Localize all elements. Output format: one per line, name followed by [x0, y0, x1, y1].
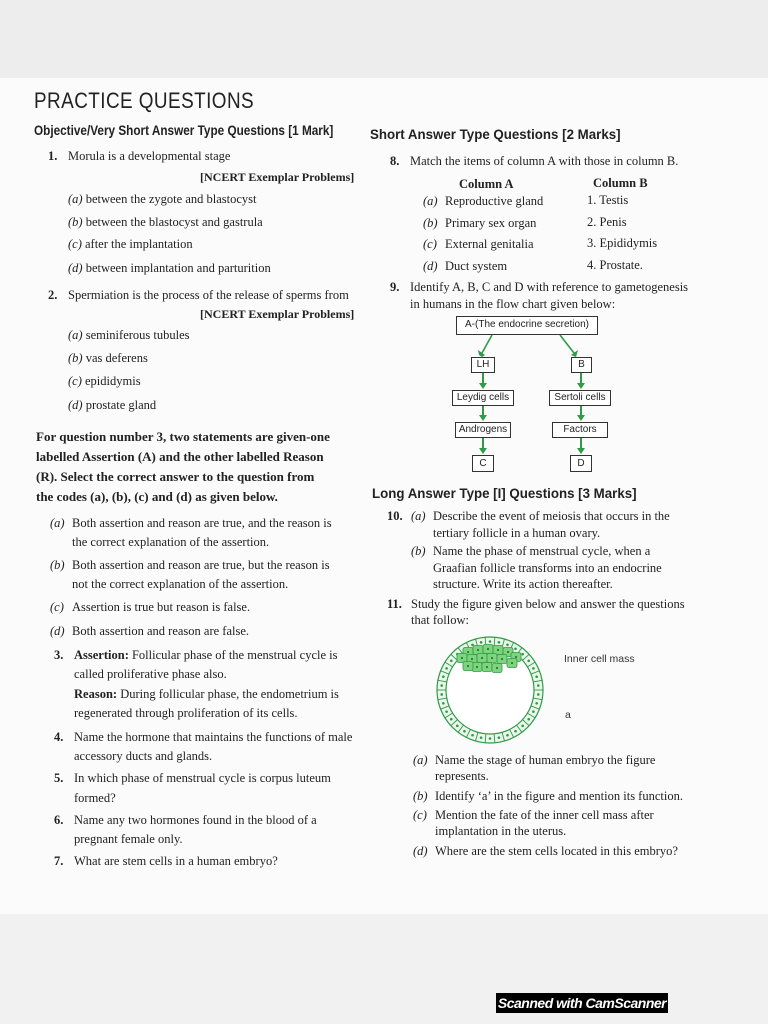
question-text: Study the figure given below and answer the questions	[411, 597, 685, 611]
question-10-b-cont2: structure. Write its action thereafter.	[433, 577, 613, 591]
column-b-header: Column B	[593, 176, 648, 190]
question-text: Morula is a developmental stage	[68, 149, 231, 163]
q2-option-a	[68, 327, 190, 343]
reason-text-cont: regenerated through proliferation of its cells.	[74, 706, 298, 720]
question-5-cont: formed?	[74, 791, 116, 805]
option-text: between the blastocyst and gastrula	[85, 215, 263, 229]
trophoblast-cell-nucleus	[445, 710, 448, 713]
question-number: 7.	[54, 854, 64, 868]
inner-cell-mass-nucleus	[477, 649, 479, 651]
column-b-item: 1. Testis	[587, 193, 629, 207]
instruction-line-1: For question number 3, two statements are given-one	[36, 429, 330, 444]
question-text: Identify A, B, C and D with reference to gametogenesis	[410, 280, 689, 294]
option-label: (c)	[68, 374, 82, 388]
option-text: vas deferens	[85, 351, 148, 365]
trophoblast-cell-nucleus	[537, 684, 540, 687]
row-label: (d)	[423, 259, 438, 273]
figure-label-a: a	[565, 709, 571, 721]
flowchart-node-d: D	[570, 455, 592, 472]
question-text: Name any two hormones found in the blood of a	[74, 813, 317, 827]
column-a-header: Column A	[459, 177, 514, 191]
flowchart-arrowhead	[577, 448, 585, 454]
question-3	[54, 647, 337, 663]
option-text: seminiferous tubules	[85, 328, 190, 342]
flowchart-arrowhead	[479, 383, 487, 389]
question-number: 4.	[54, 730, 64, 744]
trophoblast-cell-nucleus	[506, 734, 509, 737]
figure-label-inner-cell-mass: Inner cell mass	[564, 653, 635, 665]
question-11-c-cont: implantation in the uterus.	[435, 824, 567, 838]
option-text: Describe the event of meiosis that occurs in the	[433, 509, 670, 523]
trophoblast-cell-nucleus	[445, 667, 448, 670]
inner-cell-mass-nucleus	[467, 665, 469, 667]
question-number: 11.	[387, 597, 402, 611]
question-1	[48, 148, 230, 164]
option-text: Both assertion and reason are true, but the reason is	[72, 558, 330, 572]
trophoblast-cell-nucleus	[440, 693, 443, 696]
question-number: 8.	[390, 154, 400, 168]
trophoblast-cell-nucleus	[442, 675, 445, 678]
column-a-item: Duct system	[445, 259, 508, 273]
flowchart-node-sertoli: Sertoli cells	[549, 390, 611, 406]
code-b	[50, 557, 330, 573]
flowchart-arrowhead	[577, 383, 585, 389]
trophoblast-cell-nucleus	[450, 718, 453, 721]
option-label: (b)	[411, 544, 426, 558]
section-long-heading: Long Answer Type [I] Questions [3 Marks]	[372, 485, 637, 501]
column-b-item: 2. Penis	[587, 215, 627, 229]
inner-cell-mass-nucleus	[501, 658, 503, 660]
code-b-cont: not the correct explanation of the assertion.	[72, 577, 289, 591]
trophoblast-cell-nucleus	[514, 647, 517, 650]
trophoblast-cell-nucleus	[527, 718, 530, 721]
trophoblast-cell-nucleus	[463, 730, 466, 733]
question-text: In which phase of menstrual cycle is corpus luteum	[74, 771, 331, 785]
code-a	[50, 515, 332, 531]
inner-cell-mass-nucleus	[476, 666, 478, 668]
question-9	[390, 279, 688, 295]
question-10-b	[411, 543, 650, 559]
question-text: Name the hormone that maintains the functions of male	[74, 730, 353, 744]
option-text: after the implantation	[85, 237, 193, 251]
question-10	[387, 508, 670, 524]
trophoblast-cell-nucleus	[532, 710, 535, 713]
option-label: (a)	[68, 192, 83, 206]
assertion-label: Assertion:	[74, 648, 129, 662]
option-label: (a)	[50, 516, 65, 530]
trophoblast-cell-nucleus	[498, 736, 501, 739]
question-2-source: [NCERT Exemplar Problems]	[200, 307, 355, 321]
trophoblast-cell-nucleus	[450, 659, 453, 662]
question-text: Spermiation is the process of the release of sperms from	[68, 288, 349, 302]
question-10-b-cont: Graafian follicle transforms into an endocrine	[433, 561, 662, 575]
option-label: (d)	[413, 844, 428, 858]
trophoblast-cell-nucleus	[480, 641, 483, 644]
option-text: Identify ‘a’ in the figure and mention its function.	[435, 789, 683, 803]
question-11-a	[413, 752, 655, 768]
flowchart-node-leydig: Leydig cells	[452, 390, 514, 406]
option-label: (d)	[68, 398, 83, 412]
code-d	[50, 623, 249, 639]
inner-cell-mass-nucleus	[515, 656, 517, 658]
blastocyst-figure	[428, 630, 552, 748]
option-label: (a)	[411, 509, 426, 523]
inner-cell-mass-nucleus	[487, 648, 489, 650]
trophoblast-cell-nucleus	[471, 734, 474, 737]
inner-cell-mass-nucleus	[491, 657, 493, 659]
trophoblast-cell-nucleus	[506, 643, 509, 646]
inner-cell-mass-nucleus	[507, 651, 509, 653]
question-number: 6.	[54, 813, 64, 827]
question-text: Match the items of column A with those in column B.	[410, 154, 679, 168]
option-text: Where are the stem cells located in this embryo?	[435, 844, 678, 858]
question-11-c	[413, 807, 654, 823]
inner-cell-mass-nucleus	[496, 667, 498, 669]
trophoblast-cell-nucleus	[532, 667, 535, 670]
q1-option-c	[68, 236, 193, 252]
question-11-cont: that follow:	[411, 613, 469, 627]
trophoblast-cell-nucleus	[521, 725, 524, 728]
option-text: Name the stage of human embryo the figure	[435, 753, 656, 767]
trophoblast-cell-nucleus	[456, 725, 459, 728]
inner-cell-mass-nucleus	[471, 658, 473, 660]
question-7	[54, 853, 278, 869]
column-b-item: 3. Epididymis	[587, 236, 658, 250]
question-number: 9.	[390, 280, 400, 294]
question-6	[54, 812, 317, 828]
trophoblast-cell-nucleus	[480, 736, 483, 739]
section-objective-heading: Objective/Very Short Answer Type Questions [1 Mark]	[34, 122, 334, 138]
flowchart-node-lh: LH	[471, 357, 495, 373]
assertion-text: Follicular phase of the menstrual cycle is	[131, 648, 338, 662]
question-text: What are stem cells in a human embryo?	[74, 854, 278, 868]
question-8	[390, 153, 678, 169]
flowchart-node-factors: Factors	[552, 422, 608, 438]
row-label: (c)	[423, 237, 437, 251]
match-row-d	[423, 258, 507, 274]
q1-option-a	[68, 191, 256, 207]
flowchart-arrowhead	[577, 415, 585, 421]
question-11	[387, 596, 685, 612]
match-row-b	[423, 215, 536, 231]
option-text: Both assertion and reason are false.	[72, 624, 250, 638]
question-4-cont: accessory ducts and glands.	[74, 749, 213, 763]
q2-option-d	[68, 397, 156, 413]
trophoblast-cell-nucleus	[535, 675, 538, 678]
question-9-cont: in humans in the flow chart given below:	[410, 297, 616, 311]
scan-margin-top	[0, 0, 768, 78]
question-11-a-cont: represents.	[435, 769, 489, 783]
question-1-source: [NCERT Exemplar Problems]	[200, 170, 355, 184]
option-label: (c)	[68, 237, 82, 251]
question-6-cont: pregnant female only.	[74, 832, 183, 846]
inner-cell-mass-nucleus	[481, 657, 483, 659]
assertion-text-cont: called proliferative phase also.	[74, 667, 227, 681]
trophoblast-cell-nucleus	[498, 641, 501, 644]
column-b-item: 4. Prostate.	[587, 258, 643, 272]
option-text: Name the phase of menstrual cycle, when a	[433, 544, 651, 558]
page-title: PRACTICE QUESTIONS	[34, 88, 255, 113]
trophoblast-cell-nucleus	[535, 702, 538, 705]
option-text: prostate gland	[85, 398, 157, 412]
column-a-item: Reproductive gland	[445, 194, 544, 208]
flowchart-node-b: B	[571, 357, 592, 373]
question-number: 5.	[54, 771, 64, 785]
flowchart-node-androgens: Androgens	[455, 422, 511, 438]
instruction-line-3: (R). Select the correct answer to the question from	[36, 469, 315, 484]
question-number: 3.	[54, 648, 64, 662]
question-number: 10.	[387, 509, 403, 523]
option-label: (a)	[413, 753, 428, 767]
reason-text: During follicular phase, the endometrium is	[120, 687, 339, 701]
inner-cell-mass-nucleus	[467, 651, 469, 653]
option-text: between implantation and parturition	[85, 261, 271, 275]
instruction-line-4: the codes (a), (b), (c) and (d) as given below.	[36, 489, 278, 504]
row-label: (a)	[423, 194, 438, 208]
reason	[74, 686, 339, 702]
option-label: (b)	[68, 351, 83, 365]
trophoblast-cell-nucleus	[489, 737, 492, 740]
instruction-line-2: labelled Assertion (A) and the other labelled Reason	[36, 449, 324, 464]
inner-cell-mass-nucleus	[497, 649, 499, 651]
trophoblast-cell-nucleus	[442, 702, 445, 705]
trophoblast-cell-nucleus	[440, 684, 443, 687]
option-text: Mention the fate of the inner cell mass after	[435, 808, 654, 822]
option-label: (b)	[50, 558, 65, 572]
option-label: (b)	[68, 215, 83, 229]
trophoblast-cell-nucleus	[537, 693, 540, 696]
flowchart-arrowhead	[479, 415, 487, 421]
option-label: (d)	[68, 261, 83, 275]
option-text: Both assertion and reason are true, and the reason is	[72, 516, 332, 530]
camscanner-watermark: Scanned with CamScanner	[497, 995, 667, 1011]
option-label: (d)	[50, 624, 65, 638]
question-4	[54, 729, 352, 745]
trophoblast-cell-nucleus	[489, 640, 492, 643]
column-a-item: Primary sex organ	[445, 216, 537, 230]
question-5	[54, 770, 331, 786]
q2-option-c	[68, 373, 141, 389]
code-c	[50, 599, 250, 615]
q1-option-b	[68, 214, 263, 230]
flowchart-node-a: A-(The endocrine secretion)	[456, 316, 598, 335]
inner-cell-mass-nucleus	[486, 666, 488, 668]
flowchart-node-c: C	[472, 455, 494, 472]
question-2	[48, 287, 349, 303]
option-text: Assertion is true but reason is false.	[72, 600, 251, 614]
flowchart-arrowhead	[479, 448, 487, 454]
inner-cell-mass-nucleus	[461, 657, 463, 659]
row-label: (b)	[423, 216, 438, 230]
question-11-d	[413, 843, 678, 859]
option-text: epididymis	[85, 374, 141, 388]
q1-option-d	[68, 260, 271, 276]
question-11-b	[413, 788, 683, 804]
question-number: 1.	[48, 149, 58, 163]
trophoblast-cell-nucleus	[521, 653, 524, 656]
option-label: (a)	[68, 328, 83, 342]
option-label: (c)	[413, 808, 427, 822]
match-row-c	[423, 236, 534, 252]
q2-option-b	[68, 350, 148, 366]
option-label: (b)	[413, 789, 428, 803]
inner-cell-mass-nucleus	[511, 662, 513, 664]
trophoblast-cell-nucleus	[527, 659, 530, 662]
section-short-heading: Short Answer Type Questions [2 Marks]	[370, 126, 621, 142]
option-label: (c)	[50, 600, 64, 614]
flowchart-arrows-top	[470, 335, 590, 357]
code-a-cont: the correct explanation of the assertion.	[72, 535, 270, 549]
question-number: 2.	[48, 288, 58, 302]
match-row-a	[423, 193, 543, 209]
column-a-item: External genitalia	[445, 237, 534, 251]
reason-label: Reason:	[74, 687, 118, 701]
question-10-a-cont: tertiary follicle in a human ovary.	[433, 526, 601, 540]
option-text: between the zygote and blastocyst	[85, 192, 257, 206]
trophoblast-cell-nucleus	[514, 730, 517, 733]
